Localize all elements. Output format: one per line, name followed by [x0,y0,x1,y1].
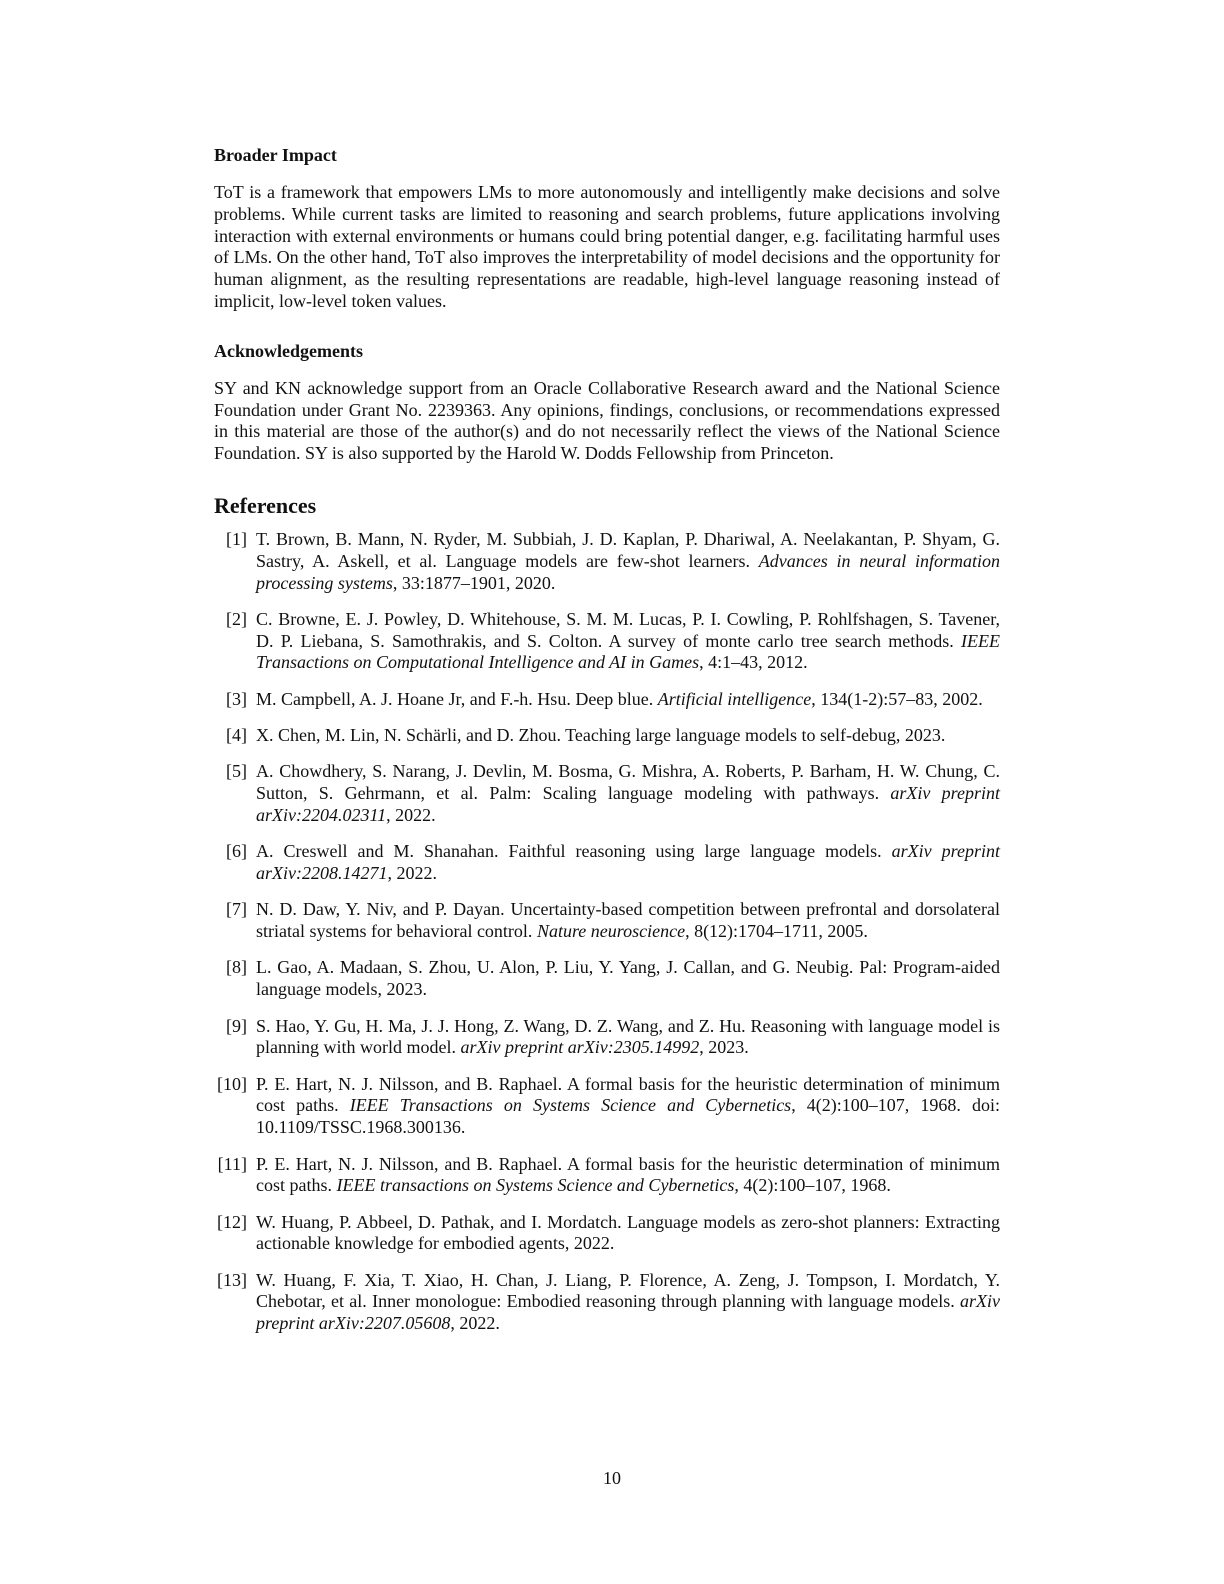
reference-text: W. Huang, F. Xia, T. Xiao, H. Chan, J. Liang, P. Florence, A. Zeng, J. Tompson, I. Mordatch, Y. Chebotar, et al. Inner monologue: Embodied reasoning through planning with language models. [256,1269,1000,1312]
reference-item [214,899,1000,943]
reference-text: X. Chen, M. Lin, N. Schärli, and D. Zhou. Teaching large language models to self-debug, 2023. [256,725,946,746]
reference-venue: Advances in neural information processing systems [256,550,1000,593]
reference-number: [12] [217,1211,247,1232]
broader-impact-heading: Broader Impact [214,145,337,165]
reference-details: , 4:1–43, 2012. [699,652,808,673]
reference-venue: arXiv preprint arXiv:2305.14992 [460,1037,700,1058]
reference-details: , 2022. [386,804,436,825]
reference-venue: arXiv preprint arXiv:2207.05608 [256,1291,1000,1334]
reference-item [214,609,1000,674]
reference-item [214,761,1000,826]
reference-number: [5] [226,761,247,782]
reference-number: [13] [217,1269,247,1290]
acknowledgements-paragraph: SY and KN acknowledge support from an Oracle Collaborative Research award and the National Science Foundation under Grant No. 2239363. Any opinions, findings, conclusions, or recommendations expressed in this material are those of the author(s) and do not necessarily reflect the views of the National Science Foundation. SY is also supported by the Harold W. Dodds Fellowship from Princeton. [214,377,1000,464]
page-number: 10 [603,1468,621,1488]
reference-number: [3] [226,688,247,709]
reference-text: M. Campbell, A. J. Hoane Jr, and F.-h. Hsu. Deep blue. [256,688,658,709]
references-heading: References [214,492,317,518]
reference-item [214,841,1000,885]
reference-item [214,529,1000,594]
reference-number: [1] [226,528,247,549]
reference-item [214,689,1000,711]
reference-venue: Artificial intelligence [657,688,812,709]
reference-details: , 134(1-2):57–83, 2002. [811,688,983,709]
reference-venue: arXiv preprint arXiv:2204.02311 [256,783,1001,825]
reference-number: [10] [217,1073,247,1094]
page-content [214,144,1000,1350]
reference-item [214,1154,1000,1198]
reference-list [214,529,1000,1335]
acknowledgements-section [214,340,1000,465]
reference-venue: IEEE Transactions on Computational Intelligence and AI in Games [256,630,1000,673]
reference-details: , 33:1877–1901, 2020. [392,572,556,593]
acknowledgements-heading: Acknowledgements [214,340,363,361]
reference-details: , 2023. [699,1037,749,1058]
reference-venue: IEEE transactions on Systems Science and Cybernetics [336,1175,735,1196]
reference-text: P. E. Hart, N. J. Nilsson, and B. Raphael. A formal basis for the heuristic determination of minimum cost paths. [256,1073,1000,1116]
reference-item [214,725,1000,747]
reference-text: T. Brown, B. Mann, N. Ryder, M. Subbiah, J. D. Kaplan, P. Dhariwal, A. Neelakantan, P. Shyam, G. Sastry, A. Askell, et al. Language models are few-shot learners. [256,528,1000,571]
reference-details: , 4(2):100–107, 1968. [734,1175,891,1196]
reference-details: , 8(12):1704–1711, 2005. [685,921,868,942]
reference-number: [4] [226,725,247,746]
reference-item [214,957,1000,1001]
reference-item [214,1270,1000,1335]
reference-details: , 2022. [450,1313,500,1334]
reference-text: A. Chowdhery, S. Narang, J. Devlin, M. Bosma, G. Mishra, A. Roberts, P. Barham, H. W. Chung, C. Sutton, S. Gehrmann, et al. Palm: Scaling language modeling with pathways. [256,761,1000,804]
reference-text: W. Huang, P. Abbeel, D. Pathak, and I. Mordatch. Language models as zero-shot planners: Extracting actionable knowledge for embodied agents, 2022. [256,1211,1000,1254]
reference-details: , 2022. [387,863,437,884]
reference-number: [6] [226,841,247,862]
reference-number: [2] [226,608,247,629]
reference-venue: arXiv preprint arXiv:2208.14271 [256,841,1000,884]
reference-number: [9] [226,1015,247,1036]
reference-text: L. Gao, A. Madaan, S. Zhou, U. Alon, P. Liu, Y. Yang, J. Callan, and G. Neubig. Pal: Program-aided language models, 2023. [256,957,1000,1000]
reference-number: [11] [217,1153,247,1174]
reference-text: A. Creswell and M. Shanahan. Faithful reasoning using large language models. [256,841,892,862]
reference-text: C. Browne, E. J. Powley, D. Whitehouse, S. M. M. Lucas, P. I. Cowling, P. Rohlfshagen, S. Tavener, D. P. Liebana, S. Samothrakis, and S. Colton. A survey of monte carlo tree search methods. [256,608,1000,651]
reference-details: , 4(2):100–107, 1968. doi: 10.1109/TSSC.1968.300136. [256,1095,1000,1138]
reference-venue: Nature neuroscience [536,921,686,942]
reference-number: [7] [226,899,247,920]
reference-text: S. Hao, Y. Gu, H. Ma, J. J. Hong, Z. Wang, D. Z. Wang, and Z. Hu. Reasoning with language model is planning with world model. [256,1015,1000,1058]
broader-impact-section [214,144,1000,313]
reference-text: P. E. Hart, N. J. Nilsson, and B. Raphael. A formal basis for the heuristic determination of minimum cost paths. [256,1153,1000,1196]
reference-venue: IEEE Transactions on Systems Science and Cybernetics [349,1095,792,1116]
reference-item [214,1016,1000,1060]
reference-number: [8] [226,957,247,978]
reference-item [214,1074,1000,1139]
broader-impact-paragraph: ToT is a framework that empowers LMs to more autonomously and intelligently make decisions and solve problems. While current tasks are limited to reasoning and search problems, future applications involving interaction with external environments or humans could bring potential danger, e.g. facilitating harmful uses of LMs. On the other hand, ToT also improves the interpretability of model decisions and the opportunity for human alignment, as the resulting representations are readable, high-level language reasoning instead of implicit, low-level token values. [214,182,1000,311]
references-section [214,493,1000,1335]
reference-text: N. D. Daw, Y. Niv, and P. Dayan. Uncertainty-based competition between prefrontal and dorsolateral striatal systems for behavioral control. [256,899,1000,942]
reference-item [214,1212,1000,1256]
